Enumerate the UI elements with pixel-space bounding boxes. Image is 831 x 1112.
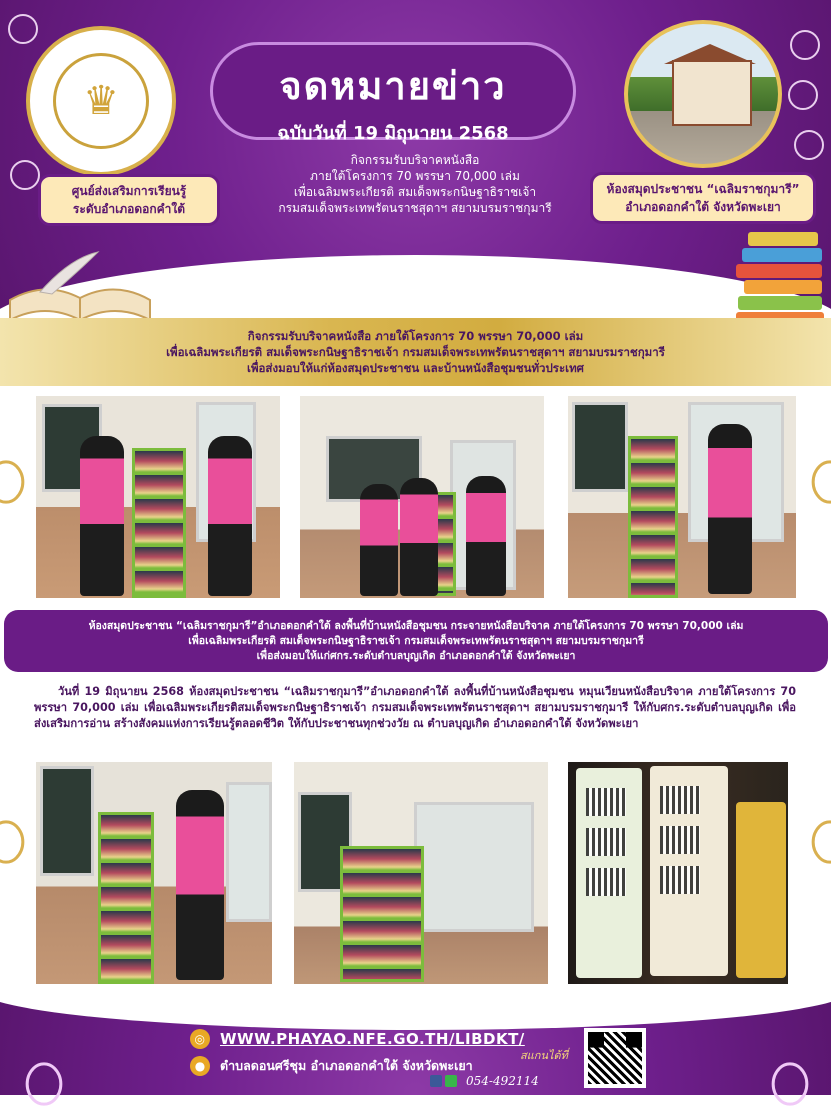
activity-photo [566, 394, 798, 600]
website-link[interactable]: WWW.PHAYAO.NFE.GO.TH/LIBDKT/ [220, 1030, 525, 1048]
bookshelf [628, 436, 678, 598]
person [80, 436, 124, 596]
phone-row [430, 1074, 539, 1088]
phone-number[interactable]: 054-492114 [466, 1074, 539, 1088]
caption-line: เพื่อส่งมอบให้แก่ศกร.ระดับตำบลบุญเกิด อำเภอดอกคำใต้ จังหวัดพะเยา [256, 649, 576, 662]
scan-label: สแกนได้ที่ [520, 1049, 568, 1062]
flower-ornament-icon [10, 160, 40, 190]
door [226, 782, 272, 922]
address-row [190, 1056, 473, 1076]
activity-photo [292, 760, 550, 986]
address-text: ตำบลดอนศรีชุม อำเภอดอกคำใต้ จังหวัดพะเยา [220, 1058, 473, 1073]
bookshelf [98, 812, 154, 984]
person [708, 424, 752, 594]
caption-line: กรมสมเด็จพระเทพรัตนราชสุดาฯ สยามบรมราชกุมารี [278, 201, 552, 215]
side-ornament-icon [802, 454, 831, 511]
qr-code [586, 788, 626, 816]
person [400, 478, 438, 596]
library-building-photo [624, 20, 782, 168]
activity-banner [0, 318, 831, 386]
banner-line: กิจกรรมรับบริจาคหนังสือ ภายใต้โครงการ 70 พรรษา 70,000 เล่ม [247, 329, 584, 343]
news-body-paragraph: วันที่ 19 มิถุนายน 2568 ห้องสมุดประชาชน “เฉลิมราชกุมารี”อำเภอดอกคำใต้ ลงพื้นที่บ้านหนังสือชุมชน หมุนเวียนหนังสือบริจาค ภายใต้โครงการ 70 พรรษา 70,000 เล่ม เพื่อเฉลิมพระเกียรติสมเด็จพระกนิษฐาธิราชเจ้า กรมสมเด็จพระเทพรัตนราชสุดาฯ สยามบรมราชกุมารี ให้กับศกร.ระดับตำบลบุญเกิด เพื่อส่งเสริมการอ่าน สร้างสังคมแห่งการเรียนรู้ตลอดชีวิต ให้กับประชาชนทุกช่วงวัย ณ ตำบลบุญเกิด อำเภอดอกคำใต้ จังหวัดพะเยา [34, 685, 796, 730]
bookshelf [340, 846, 424, 982]
person [360, 484, 398, 596]
qr-code [660, 826, 700, 854]
side-ornament-icon [0, 454, 34, 511]
side-ornament-icon [0, 814, 34, 871]
qr-code [586, 868, 626, 896]
building-facade [672, 60, 752, 126]
person [466, 476, 506, 596]
side-ornament-icon [802, 814, 831, 871]
bookmark-card [576, 768, 642, 978]
flower-ornament-icon [8, 14, 38, 44]
door [414, 802, 534, 932]
banner-line: เพื่อส่งมอบให้แก่ห้องสมุดประชาชน และบ้านหนังสือชุมชนทั่วประเทศ [247, 361, 584, 375]
distribution-caption-bar [4, 610, 828, 672]
facebook-icon[interactable] [430, 1075, 442, 1087]
bookshelf [132, 448, 186, 598]
caption-line: กิจกรรมรับบริจาคหนังสือ [350, 153, 480, 167]
website-row [190, 1029, 525, 1049]
page-title: จดหมายข่าว [279, 64, 507, 108]
emblem-icon: ♛ [53, 53, 149, 149]
window [40, 766, 94, 876]
qr-code [586, 828, 626, 856]
banner-line: เพื่อเฉลิมพระเกียรติ สมเด็จพระกนิษฐาธิราชเจ้า กรมสมเด็จพระเทพรัตนราชสุดาฯ สยามบรมราชกุมารี [166, 345, 665, 359]
person [176, 790, 224, 980]
label-line: ระดับอำเภอดอกคำใต้ [72, 202, 186, 216]
learning-center-label [38, 174, 220, 226]
qr-code [660, 866, 700, 894]
label-line: ศูนย์ส่งเสริมการเรียนรู้ [71, 184, 187, 198]
department-logo [26, 26, 176, 176]
caption-line: เพื่อเฉลิมพระเกียรติ สมเด็จพระกนิษฐาธิราชเจ้า [293, 185, 537, 199]
activity-photo [298, 394, 546, 600]
bookmark-card [650, 766, 728, 976]
label-line: อำเภอดอกคำใต้ จังหวัดพะเยา [625, 200, 781, 214]
window [572, 402, 628, 492]
flower-ornament-icon [790, 30, 820, 60]
person [208, 436, 252, 596]
label-line: ห้องสมุดประชาชน “เฉลิมราชกุมารี” [606, 182, 800, 196]
globe-icon: ◎ [190, 1029, 210, 1049]
issue-date: ฉบับวันที่ 19 มิถุนายน 2568 [277, 123, 509, 144]
header-caption [240, 152, 590, 216]
qr-code [660, 786, 700, 814]
newsletter-title-banner [210, 42, 576, 144]
qr-pattern [588, 1032, 642, 1084]
qr-code[interactable] [584, 1028, 646, 1088]
activity-photo [34, 760, 274, 986]
caption-line: ภายใต้โครงการ 70 พรรษา 70,000 เล่ม [310, 169, 520, 183]
activity-photo [34, 394, 282, 600]
phone-icon[interactable] [445, 1075, 457, 1087]
flower-ornament-icon [794, 130, 824, 160]
library-label [590, 172, 816, 224]
bookmark-photo [566, 760, 790, 986]
caption-line: ห้องสมุดประชาชน “เฉลิมราชกุมารี”อำเภอดอกคำใต้ ลงพื้นที่บ้านหนังสือชุมชน กระจายหนังสือบริจาค ภายใต้โครงการ 70 พรรษา 70,000 เล่ม [88, 619, 744, 632]
flower-ornament-icon [788, 80, 818, 110]
caption-line: เพื่อเฉลิมพระเกียรติ สมเด็จพระกนิษฐาธิราชเจ้า กรมสมเด็จพระเทพรัตนราชสุดาฯ สยามบรมราชกุมารี [188, 634, 644, 647]
book-cover [736, 802, 786, 978]
location-pin-icon: ● [190, 1056, 210, 1076]
